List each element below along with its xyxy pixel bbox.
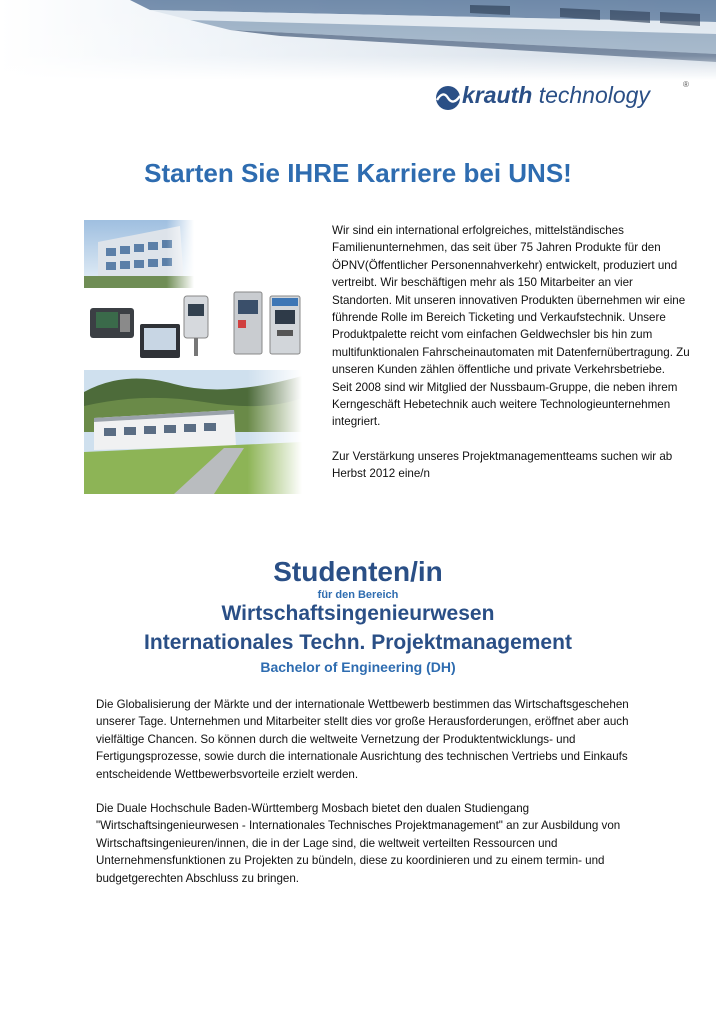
page-headline: Starten Sie IHRE Karriere bei UNS! (144, 158, 572, 188)
degree-title: Bachelor of Engineering (DH) (260, 659, 456, 675)
position-title: Studenten/in (273, 556, 443, 587)
company-intro (332, 222, 692, 483)
body-paragraph: Die Duale Hochschule Baden-Württemberg Mosbach bietet den dualen Studiengang "Wirtschaftsingenieurwesen - Internationales Technisches Projektmanagement" an zur Ausbildung von Wirtschaftsingenieuren/innen, die in der Lage sind, die weltweit verteilten Ressourcen und Unternehmensfunktionen zu Projekten zu bündeln, diese zu koordinieren und zu einem termin- und budgetgerechten Abschluss zu bringen. (96, 802, 621, 885)
field-title-1: Wirtschaftsingenieurwesen (221, 602, 495, 625)
product-devices-photo (90, 292, 300, 358)
logo-wordmark (462, 82, 650, 109)
logo-bold-text: krauth (462, 82, 533, 108)
field-title-2: Internationales Techn. Projektmanagement (144, 631, 572, 654)
train-banner-image (0, 0, 716, 80)
program-description (96, 696, 656, 887)
registered-mark: ® (683, 80, 689, 89)
intro-paragraph: Zur Verstärkung unseres Projektmanagementteams suchen wir ab Herbst 2012 eine/n (332, 449, 673, 481)
factory-site-photo (84, 370, 302, 494)
intro-paragraph: Wir sind ein international erfolgreiches, mittelständisches Familienunternehmen, das seit über 75 Jahren Produkte für den ÖPNV(Öffentlicher Personennahverkehr) entwickelt, produziert und vertreibt. Wir beschäftigen mehr als 150 Mitarbeiter an vier Standorten. Mit unseren innovativen Produkten übernehmen wir eine führende Rolle im Bereich Ticketing und Verkaufstechnik. Unsere Produktpalette reicht vom einfachen Geldwechsler bis hin zum multifunktionalen Fahrscheinautomaten mit Datenfernübertragung. Zu unseren Kunden zählen öffentliche und private Verkehrsbetriebe. (332, 224, 690, 377)
krauth-logo (434, 80, 694, 120)
company-photo-collage (84, 220, 306, 496)
area-label: für den Bereich (317, 589, 399, 601)
intro-paragraph: Seit 2008 sind wir Mitglied der Nussbaum-Gruppe, die neben ihrem Kerngeschäft Hebetechnik auch weitere Technologieunternehmen integriert. (332, 380, 678, 429)
office-building-photo (84, 220, 194, 288)
logo-light-text: technology (538, 82, 650, 108)
body-paragraph: Die Globalisierung der Märkte und der internationale Wettbewerb bestimmen das Wirtschaftsgeschehen unserer Tage. Unternehmen und Mitarbeiter stellt dies vor große Herausforderungen, eröffnet aber auch vielfältige Chancen. So können durch die weltweite Vernetzung der Produktentwicklungs- und Fertigungsprozesse, sowie durch die internationale Ausrichtung des technischen Vertriebs und Einkaufs entscheidende Wettbewerbsvorteile erzielt werden. (96, 698, 629, 781)
logo-emblem-icon (434, 82, 464, 118)
